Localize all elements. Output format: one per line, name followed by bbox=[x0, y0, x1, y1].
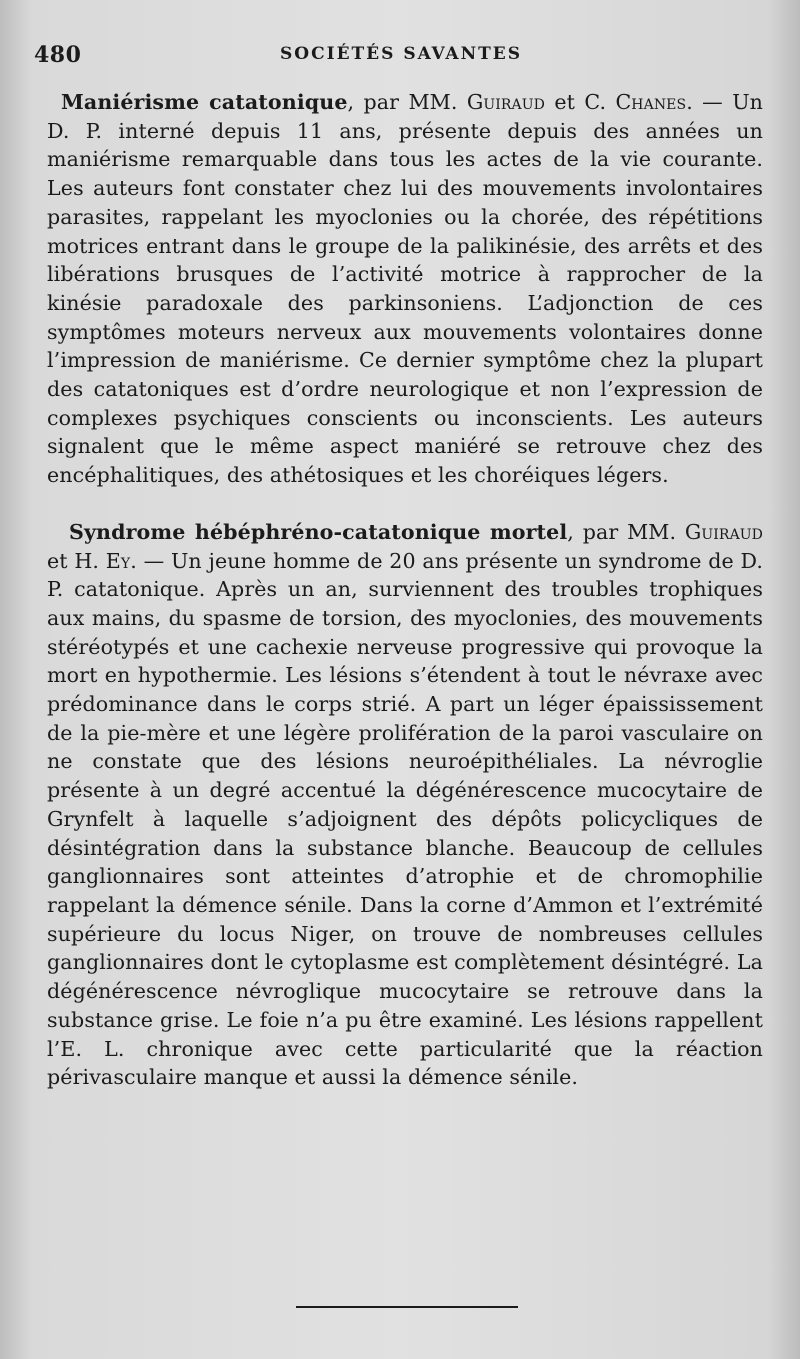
article-byline-joiner: et H. bbox=[47, 548, 106, 573]
article-syndrome bbox=[47, 518, 763, 1092]
author-name: Guiraud bbox=[684, 519, 763, 544]
article-body: . — Un D. P. interné depuis 11 ans, présente depuis des années un maniérisme remarquable dans tous les actes de la vie courante. Les auteurs font constater chez lui des mouvements involontaires parasites, rappelant les myoclonies ou la chorée, des répétitions motrices entrant dans le groupe de la palikinésie, des arrêts et des libérations brusques de l’activité motrice à rapprocher de la kinésie paradoxale des parkinsoniens. L’adjonction de ces symptômes moteurs nerveux aux mouvements volontaires donne l’impression de maniérisme. Ce dernier symptôme chez la plupart des catatoniques est d’ordre neurologique et non l’expression de complexes psychiques conscients ou inconscients. Les auteurs signalent que le même aspect maniéré se retrouve chez des encéphalitiques, des athétosiques et les choréiques légers. bbox=[47, 90, 764, 488]
section-divider bbox=[296, 1306, 518, 1308]
article-byline-joiner: et C. bbox=[544, 90, 616, 114]
author-name: Ey bbox=[105, 548, 131, 573]
article-title: Syndrome hébéphréno-catatonique mortel bbox=[69, 519, 568, 544]
page-number: 480 bbox=[34, 42, 82, 68]
author-name: Guiraud bbox=[466, 90, 545, 114]
article-maniérisme bbox=[47, 88, 763, 490]
text-body bbox=[47, 88, 763, 1092]
author-name: Chanes bbox=[615, 90, 687, 114]
article-byline-prefix: , par MM. bbox=[567, 519, 685, 544]
article-title: Maniérisme catatonique bbox=[61, 90, 348, 114]
running-title: SOCIÉTÉS SAVANTES bbox=[280, 44, 523, 64]
article-body: . — Un jeune homme de 20 ans présente un syndrome de D. P. catatonique. Après un an, surviennent des troubles trophiques aux mains, du spasme de torsion, des myoclonies, des mouvements stéréotypés et une cachexie nerveuse progressive qui provoque la mort en hypothermie. Les lésions s’étendent à tout le névraxe avec prédominance dans le corps strié. A part un léger épaississement de la pie-mère et une légère prolifération de la paroi vasculaire on ne constate que des lésions neuroépithéliales. La névroglie présente à un degré accentué la dégénérescence mucocytaire de Grynfelt à laquelle s’adjoignent des dépôts policycliques de désintégration dans la substance blanche. Beaucoup de cellules ganglionnaires sont atteintes d’atrophie et de chromophilie rappelant la démence sénile. Dans la corne d’Ammon et l’extrémité supérieure du locus Niger, on trouve de nombreuses cellules ganglionnaires dont le cytoplasme est complètement désintégré. La dégénérescence névroglique mucocytaire se retrouve dans la substance grise. Le foie n’a pu être examiné. Les lésions rappellent l’E. L. chronique avec cette particularité que la réaction périvasculaire manque et aussi la démence sénile. bbox=[47, 548, 763, 1090]
article-byline-prefix: , par MM. bbox=[347, 90, 467, 114]
page-header bbox=[34, 40, 764, 70]
